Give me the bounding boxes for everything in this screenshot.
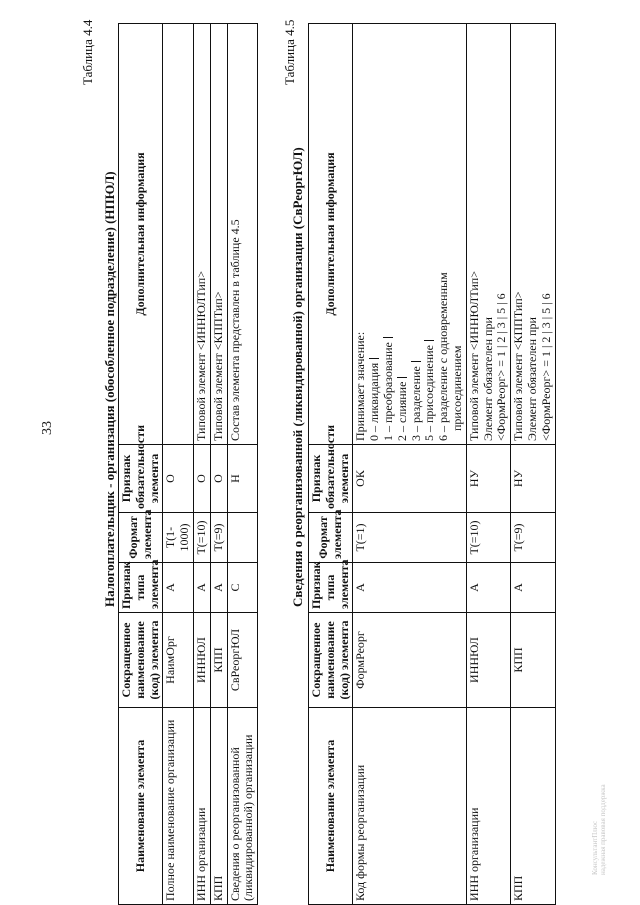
header-required: Признак обязательности элемента bbox=[309, 445, 353, 513]
cell-code: КПП bbox=[210, 613, 227, 708]
cell-code: ФормРеорг bbox=[353, 613, 466, 708]
cell-required: О bbox=[163, 445, 194, 513]
cell-name: Полное наименование организации bbox=[163, 708, 194, 905]
header-name: Наименование элемента bbox=[119, 708, 163, 905]
info-line: 6 – разделение с одновременным bbox=[436, 272, 451, 441]
table-row bbox=[353, 24, 466, 905]
table-row bbox=[511, 24, 555, 905]
cell-name: ИНН организации bbox=[193, 708, 210, 905]
table-header-row bbox=[309, 24, 353, 905]
vertical-bar-icon bbox=[411, 361, 421, 362]
info-line-text: 3 – разделение bbox=[408, 366, 423, 441]
cell-required: Н bbox=[227, 445, 258, 513]
info-line bbox=[396, 27, 410, 441]
info-line: Элемент обязателен при bbox=[480, 317, 495, 441]
cell-code: СвРеоргЮЛ bbox=[227, 613, 258, 708]
cell-required: О bbox=[193, 445, 210, 513]
cell-code: ИННЮЛ bbox=[193, 613, 210, 708]
table-row bbox=[210, 24, 227, 905]
cell-name: Сведения о реорганизованной (ликвидированной) организации bbox=[227, 708, 258, 905]
table-4-5-title: Сведения о реорганизованной (ликвидированной) организации (СвРеоргЮЛ) bbox=[290, 147, 305, 607]
table-4-4-title: Налогоплательщик - организация (обособленное подразделение) (НПЮЛ) bbox=[102, 171, 117, 607]
info-line: Типовой элемент <КППТип> bbox=[511, 291, 526, 441]
table-4-4 bbox=[118, 23, 258, 905]
cell-type: А bbox=[511, 563, 555, 613]
watermark-stamp bbox=[592, 765, 607, 875]
table-header-row bbox=[119, 24, 163, 905]
info-line: <ФормРеорг> = 1 | 2 | 3 | 5 | 6 bbox=[538, 293, 553, 441]
cell-required: О bbox=[210, 445, 227, 513]
cell-type: С bbox=[227, 563, 258, 613]
cell-format: T(1-1000) bbox=[163, 513, 194, 563]
info-line: Принимает значение: bbox=[353, 331, 368, 441]
info-line-text: 5 – присоединение bbox=[422, 345, 437, 441]
cell-info: Типовой элемент <ИННЮЛТип> bbox=[193, 24, 210, 445]
table-row bbox=[227, 24, 258, 905]
cell-name: КПП bbox=[511, 708, 555, 905]
cell-format: T(=10) bbox=[466, 513, 510, 563]
header-type: Признак типа элемента bbox=[119, 563, 163, 613]
cell-required: НУ bbox=[466, 445, 510, 513]
info-line: <ФормРеорг> = 1 | 2 | 3 | 5 | 6 bbox=[494, 293, 509, 441]
cell-code: КПП bbox=[511, 613, 555, 708]
cell-type: А bbox=[193, 563, 210, 613]
cell-info bbox=[466, 24, 510, 445]
table-row bbox=[163, 24, 194, 905]
cell-info bbox=[163, 24, 194, 445]
info-line: Типовой элемент <ИННЮЛТип> bbox=[466, 271, 481, 441]
vertical-bar-icon bbox=[369, 358, 379, 359]
info-line bbox=[382, 27, 396, 441]
cell-format: T(=1) bbox=[353, 513, 466, 563]
page-number: 33 bbox=[40, 421, 55, 435]
cell-info: Состав элемента представлен в таблице 4.5 bbox=[227, 24, 258, 445]
info-line: Элемент обязателен при bbox=[524, 317, 539, 441]
table-row bbox=[193, 24, 210, 905]
watermark-line: надежная правовая поддержка bbox=[598, 784, 607, 875]
header-info: Дополнительная информация bbox=[309, 24, 353, 445]
cell-type: А bbox=[210, 563, 227, 613]
cell-name: КПП bbox=[210, 708, 227, 905]
cell-name: Код формы реорганизации bbox=[353, 708, 466, 905]
cell-info bbox=[353, 24, 466, 445]
info-line-text: 1 – преобразование bbox=[380, 342, 395, 441]
info-line bbox=[368, 27, 382, 441]
cell-type: А bbox=[353, 563, 466, 613]
info-line-text: 0 – ликвидация bbox=[367, 362, 382, 441]
info-line-text: 2 – слияние bbox=[394, 381, 409, 441]
cell-format: T(=10) bbox=[193, 513, 210, 563]
cell-info: Типовой элемент <КППТип> bbox=[210, 24, 227, 445]
cell-format bbox=[227, 513, 258, 563]
cell-type: А bbox=[466, 563, 510, 613]
cell-required: НУ bbox=[511, 445, 555, 513]
cell-format: T(=9) bbox=[210, 513, 227, 563]
vertical-bar-icon bbox=[424, 340, 434, 341]
header-required: Признак обязательности элемента bbox=[119, 445, 163, 513]
watermark-line: КонсультантПлюс bbox=[591, 820, 599, 875]
header-name: Наименование элемента bbox=[309, 708, 353, 905]
info-line bbox=[423, 27, 437, 441]
header-format: Формат элемента bbox=[119, 513, 163, 563]
header-type: Признак типа элемента bbox=[309, 563, 353, 613]
table-4-5 bbox=[308, 23, 556, 905]
cell-code: ИННЮЛ bbox=[466, 613, 510, 708]
cell-info bbox=[511, 24, 555, 445]
table-4-4-caption: Таблица 4.4 bbox=[80, 19, 95, 85]
cell-code: НаимОрг bbox=[163, 613, 194, 708]
cell-format: T(=9) bbox=[511, 513, 555, 563]
header-info: Дополнительная информация bbox=[119, 24, 163, 445]
table-row bbox=[466, 24, 510, 905]
header-code: Сокращенное наименование (код) элемента bbox=[309, 613, 353, 708]
cell-name: ИНН организации bbox=[466, 708, 510, 905]
info-line bbox=[410, 27, 424, 441]
vertical-bar-icon bbox=[397, 377, 407, 378]
vertical-bar-icon bbox=[383, 337, 393, 338]
info-line: присоединением bbox=[449, 345, 464, 431]
header-format: Формат элемента bbox=[309, 513, 353, 563]
cell-required: ОК bbox=[353, 445, 466, 513]
header-code: Сокращенное наименование (код) элемента bbox=[119, 613, 163, 708]
cell-type: А bbox=[163, 563, 194, 613]
table-4-5-caption: Таблица 4.5 bbox=[282, 19, 297, 85]
